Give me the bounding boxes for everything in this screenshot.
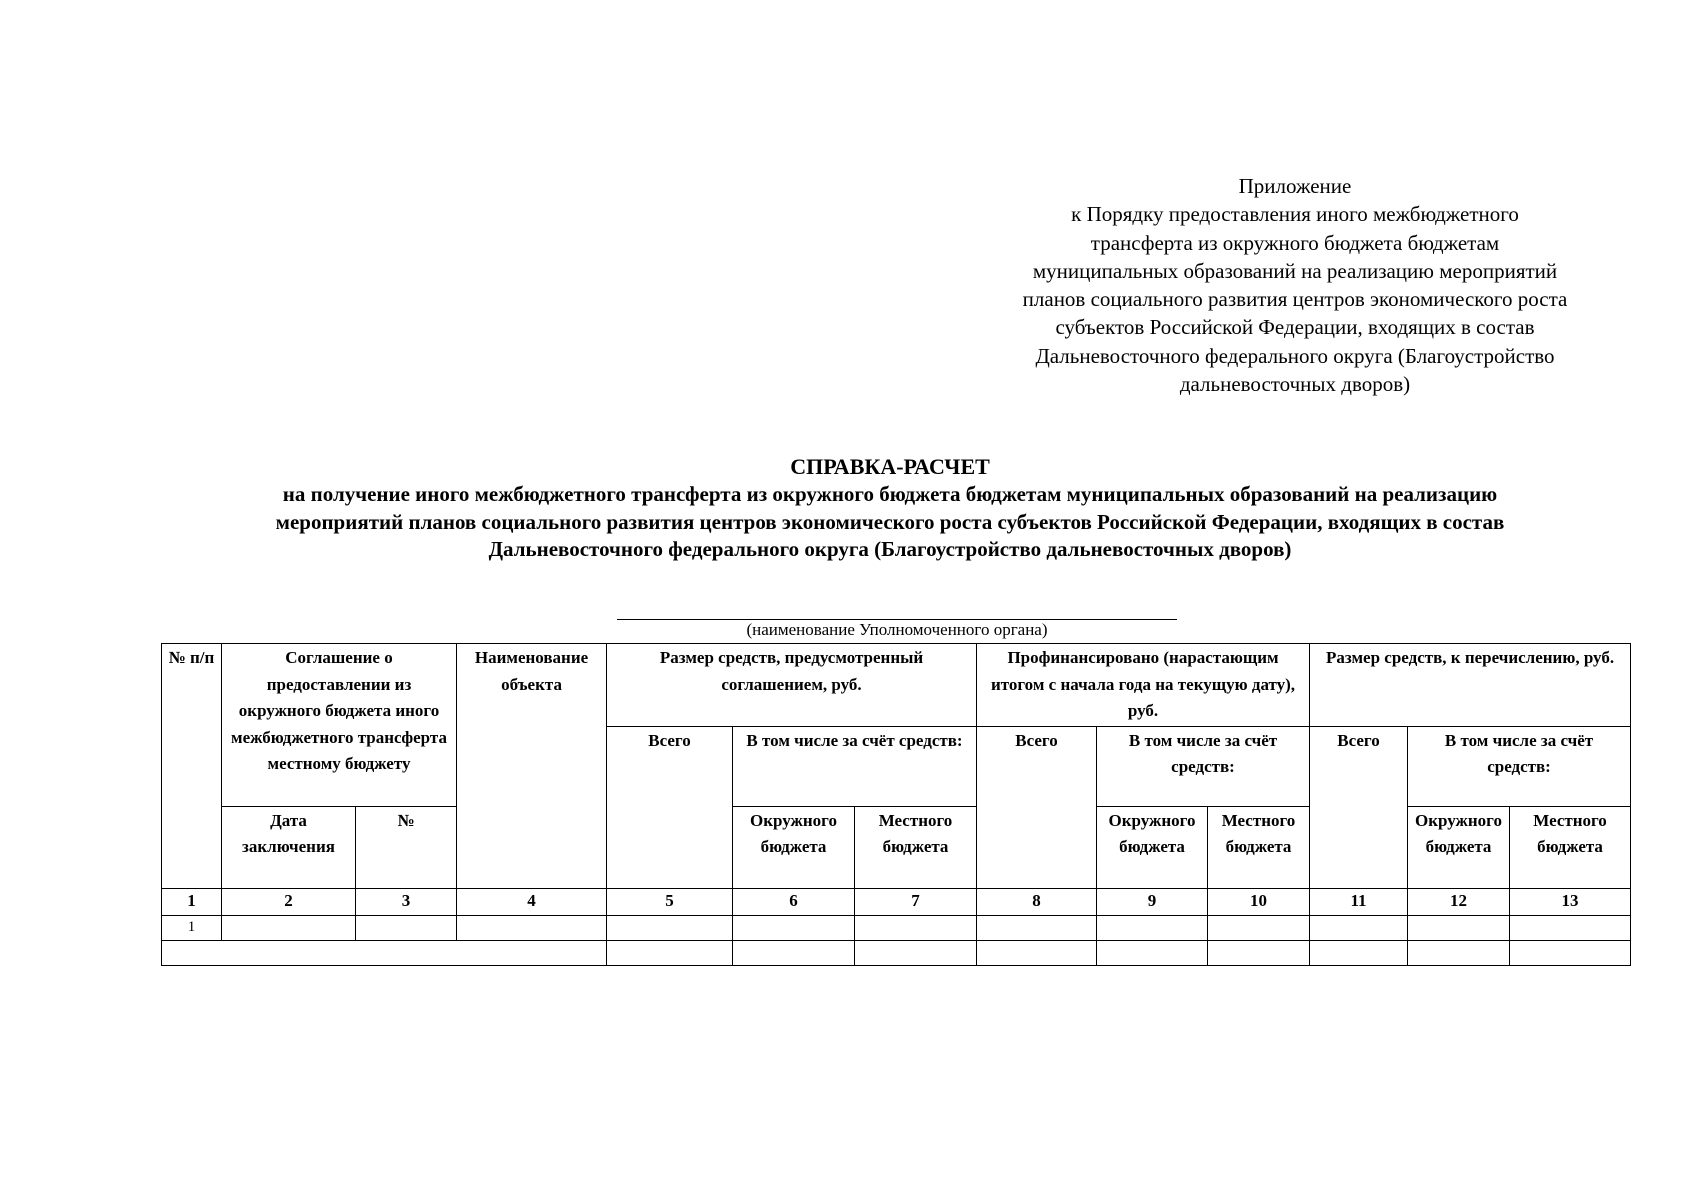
header-row-number: № п/п: [162, 644, 222, 889]
table-cell: [977, 915, 1097, 940]
column-number: 10: [1208, 888, 1310, 915]
table-cell: [1408, 915, 1510, 940]
table-cell: [1510, 940, 1631, 965]
table-cell: [607, 915, 733, 940]
table-cell: [1097, 940, 1208, 965]
table-cell: [1097, 915, 1208, 940]
header-agreed-amount: Размер средств, предусмотренный соглашением, руб.: [607, 644, 977, 727]
row-number-cell: 1: [162, 915, 222, 940]
table-row: [162, 940, 1631, 965]
header-district-budget: Окружного бюджета: [1097, 806, 1208, 888]
table-cell: [855, 940, 977, 965]
appendix-line: субъектов Российской Федерации, входящих в состав: [1055, 315, 1535, 340]
table-cell: [733, 915, 855, 940]
header-local-budget: Местного бюджета: [855, 806, 977, 888]
header-object-name: Наименование объекта: [457, 644, 607, 889]
column-number: 7: [855, 888, 977, 915]
column-number: 11: [1310, 888, 1408, 915]
appendix-line: к Порядку предоставления иного межбюджетного: [1071, 202, 1519, 227]
table-cell: [1208, 940, 1310, 965]
header-district-budget: Окружного бюджета: [1408, 806, 1510, 888]
table-cell: [607, 940, 733, 965]
appendix-line: Приложение: [1238, 174, 1352, 198]
header-local-budget: Местного бюджета: [1510, 806, 1631, 888]
column-number: 9: [1097, 888, 1208, 915]
header-including: В том числе за счёт средств:: [1408, 726, 1631, 806]
org-name-caption: (наименование Уполномоченного органа): [746, 620, 1048, 639]
header-conclusion-date: Дата заключения: [222, 806, 356, 888]
table-cell: [457, 915, 607, 940]
column-number: 12: [1408, 888, 1510, 915]
header-total: Всего: [977, 726, 1097, 888]
appendix-line: муниципальных образований на реализацию мероприятий: [1032, 258, 1558, 283]
header-including: В том числе за счёт средств:: [733, 726, 977, 806]
table-cell: [1310, 940, 1408, 965]
appendix-line: планов социального развития центров экономического роста: [1022, 287, 1568, 312]
table-cell: [1408, 940, 1510, 965]
calculation-table: [161, 643, 1631, 966]
appendix-line: дальневосточных дворов): [1179, 372, 1411, 397]
header-local-budget: Местного бюджета: [1208, 806, 1310, 888]
title-line: Дальневосточного федерального округа (Благоустройство дальневосточных дворов): [488, 537, 1292, 561]
table-cell: [356, 915, 457, 940]
column-number: 4: [457, 888, 607, 915]
header-to-transfer: Размер средств, к перечислению, руб.: [1310, 644, 1631, 727]
table-cell: [855, 915, 977, 940]
table-cell: [733, 940, 855, 965]
table-cell: [977, 940, 1097, 965]
table-row: [162, 915, 1631, 940]
appendix-line: Дальневосточного федерального округа (Благоустройство: [1035, 343, 1555, 368]
header-financed: Профинансировано (нарастающим итогом с начала года на текущую дату), руб.: [977, 644, 1310, 727]
table-cell: [1208, 915, 1310, 940]
column-number: 3: [356, 888, 457, 915]
header-including: В том числе за счёт средств:: [1097, 726, 1310, 806]
header-total: Всего: [607, 726, 733, 888]
title-line: мероприятий планов социального развития центров экономического роста субъектов Российской Федерации, входящих в состав: [275, 509, 1505, 534]
column-number: 6: [733, 888, 855, 915]
column-number: 1: [162, 888, 222, 915]
document-title: [160, 453, 1620, 564]
title-main: СПРАВКА-РАСЧЕТ: [790, 454, 990, 479]
title-line: на получение иного межбюджетного трансферта из окружного бюджета бюджетам муниципальных образований на реализацию: [282, 482, 1498, 506]
table-cell: [1510, 915, 1631, 940]
appendix-header: [975, 172, 1615, 398]
column-number: 5: [607, 888, 733, 915]
column-number: 13: [1510, 888, 1631, 915]
table-cell: [162, 940, 607, 965]
header-total: Всего: [1310, 726, 1408, 888]
table-cell: [1310, 915, 1408, 940]
header-district-budget: Окружного бюджета: [733, 806, 855, 888]
column-number: 8: [977, 888, 1097, 915]
header-agreement: Соглашение о предоставлении из окружного бюджета иного межбюджетного трансферта местному бюджету: [222, 644, 457, 807]
header-agreement-number: №: [356, 806, 457, 888]
table-cell: [222, 915, 356, 940]
appendix-line: трансферта из окружного бюджета бюджетам: [1090, 230, 1500, 255]
column-number: 2: [222, 888, 356, 915]
